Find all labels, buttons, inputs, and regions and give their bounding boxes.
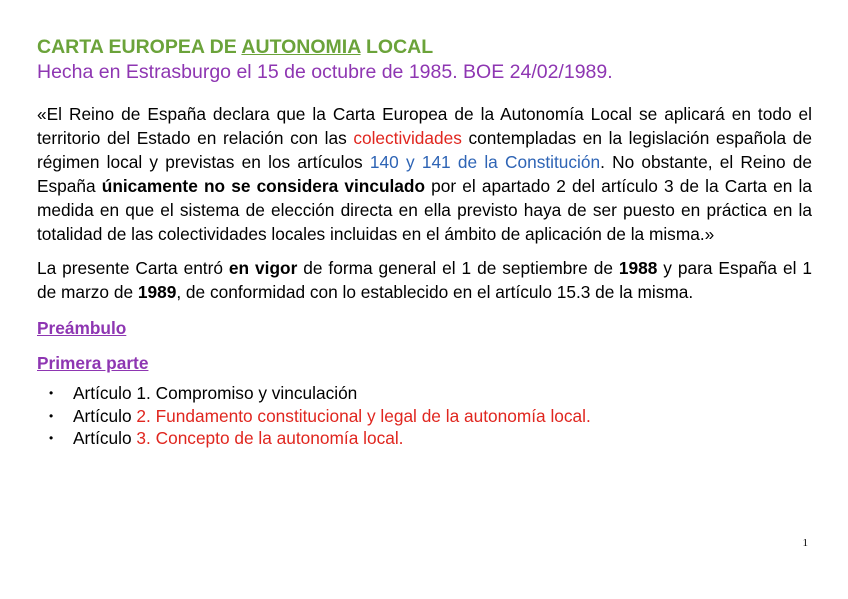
bullet-icon: • bbox=[49, 408, 54, 423]
declaration-text-2: contempladas en la legislación española de régimen local y previstas en los artículos bbox=[37, 128, 813, 172]
article-1-text: Artículo 1. Compromiso y vinculación bbox=[73, 383, 358, 403]
entry-bold-en-vigor: en vigor bbox=[228, 258, 298, 278]
declaration-text-4: por el apartado 2 del artículo 3 de la Carta en la medida en que el sistema de elección directa en ella previsto haya de ser puesto en práctica en la totalidad de las colectividades locales incluidas en el ámbito de aplicación de la misma.» bbox=[37, 176, 812, 244]
article-3-link[interactable]: 3. Concepto de la autonomía local. bbox=[136, 428, 404, 448]
document-title bbox=[37, 35, 812, 60]
primera-parte-link[interactable]: Primera parte bbox=[37, 353, 149, 373]
list-item bbox=[49, 405, 812, 428]
list-item bbox=[49, 427, 812, 450]
article-list bbox=[37, 382, 812, 450]
document-subtitle: Hecha en Estrasburgo el 15 de octubre de 1985. BOE 24/02/1989. bbox=[37, 61, 613, 83]
entry-text-4: , de conformidad con lo establecido en el artículo 15.3 de la misma. bbox=[176, 282, 694, 302]
entry-text-1: La presente Carta entró bbox=[37, 258, 229, 278]
preambulo-link[interactable]: Preámbulo bbox=[37, 318, 127, 338]
declaration-paragraph bbox=[37, 102, 812, 246]
entry-into-force-paragraph bbox=[37, 256, 812, 304]
list-item bbox=[49, 382, 812, 405]
article-2-prefix: Artículo bbox=[73, 405, 137, 426]
article-2-link[interactable]: 2. Fundamento constitucional y legal de la autonomía local. bbox=[136, 405, 591, 426]
declaration-bold-text: únicamente no se considera vinculado bbox=[101, 176, 426, 196]
bullet-icon: • bbox=[49, 431, 54, 445]
article-3-prefix: Artículo bbox=[73, 428, 137, 448]
entry-text-2: de forma general el 1 de septiembre de bbox=[297, 258, 619, 278]
entry-text-3: y para España el 1 de marzo de bbox=[37, 258, 812, 302]
document-page bbox=[37, 35, 812, 450]
constitution-articles-link[interactable]: 140 y 141 de la Constitución bbox=[369, 152, 601, 172]
title-underlined-word: AUTONOMIA bbox=[241, 36, 361, 58]
title-prefix: CARTA EUROPEA DE bbox=[37, 36, 242, 58]
colectividades-link[interactable]: colectividades bbox=[353, 128, 462, 148]
declaration-text-3: . No obstante, el Reino de España bbox=[37, 152, 812, 196]
bullet-icon: • bbox=[49, 386, 54, 400]
entry-bold-1988: 1988 bbox=[618, 258, 658, 278]
title-suffix: LOCAL bbox=[360, 36, 434, 58]
declaration-text-1: «El Reino de España declara que la Carta Europea de la Autonomía Local se aplicará en todo el territorio del Estado en relación con las bbox=[37, 104, 812, 148]
page-number: 1 bbox=[802, 537, 808, 549]
entry-bold-1989: 1989 bbox=[137, 282, 177, 302]
